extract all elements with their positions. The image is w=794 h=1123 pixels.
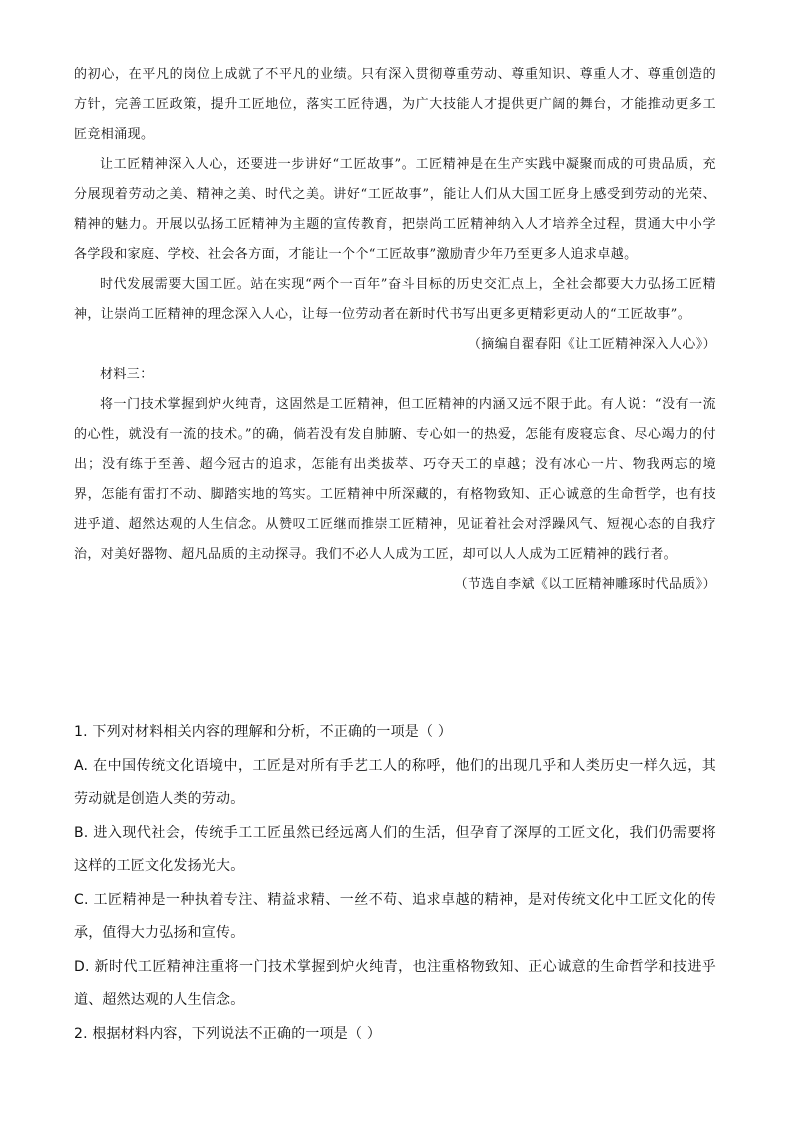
paragraph-craft-story: 让工匠精神深入人心，还要进一步讲好“工匠故事”。工匠精神是在生产实践中凝聚而成的可贵品质，充分展现着劳动之美、精神之美、时代之美。讲好“工匠故事”，能让人们从大国工匠身上感受到劳动的光荣、精神的魅力。开展以弘扬工匠精神为主题的宣传教育，把崇尚工匠精神纳入人才培养全过程，贯通大中小学各学段和家庭、学校、社会各方面，才能让一个个“工匠故事”激励青少年乃至更多人追求卓越。 bbox=[74, 157, 716, 262]
question-1-stem: 1. 下列对材料相关内容的理解和分析，不正确的一项是（ ） bbox=[74, 724, 453, 740]
material-two-continued bbox=[74, 60, 716, 600]
question-2-stem: 2. 根据材料内容，下列说法不正确的一项是（ ） bbox=[74, 1025, 382, 1042]
question-1-option-b: B. 进入现代社会，传统手工工匠虽然已经远离人们的生活，但孕育了深厚的工匠文化，我们仍需要将这样的工匠文化发扬光大。 bbox=[74, 824, 716, 874]
paragraph-era-needs: 时代发展需要大国工匠。站在实现“两个一百年”奋斗目标的历史交汇点上，全社会都要大力弘扬工匠精神，让崇尚工匠精神的理念深入人心，让每一位劳动者在新时代书写出更多更精彩更动人的“工匠故事”。 bbox=[74, 277, 716, 322]
material-three-label: 材料三： bbox=[100, 367, 154, 382]
source-citation-li: （节选自李斌《以工匠精神雕琢时代品质》） bbox=[454, 577, 716, 592]
question-section bbox=[74, 716, 716, 1051]
paragraph-material-three: 将一门技术掌握到炉火纯青，这固然是工匠精神，但工匠精神的内涵又远不限于此。有人说：“没有一流的心性，就没有一流的技术。”的确，倘若没有发自肺腑、专心如一的热爱，怎能有废寝忘食、尽心竭力的付出；没有练于至善、超今冠古的追求，怎能有出类拔萃、巧夺天工的卓越；没有冰心一片、物我两忘的境界，怎能有雷打不动、脚踏实地的笃实。工匠精神中所深藏的，有格物致知、正心诚意的生命哲学，也有技进乎道、超然达观的人生信念。从赞叹工匠继而推崇工匠精神，见证着社会对浮躁风气、短视心态的自我疗治，对美好器物、超凡品质的主动探寻。我们不必人人成为工匠，却可以人人成为工匠精神的践行者。 bbox=[74, 397, 716, 562]
question-1-option-a: A. 在中国传统文化语境中，工匠是对所有手艺工人的称呼，他们的出现几乎和人类历史一样久远，其劳动就是创造人类的劳动。 bbox=[74, 757, 716, 807]
question-1-option-d: D. 新时代工匠精神注重将一门技术掌握到炉火纯青，也注重格物致知、正心诚意的生命哲学和技进乎道、超然达观的人生信念。 bbox=[74, 958, 716, 1008]
question-1-option-c: C. 工匠精神是一种执着专注、精益求精、一丝不苟、追求卓越的精神，是对传统文化中工匠文化的传承，值得大力弘扬和宣传。 bbox=[74, 891, 716, 941]
paragraph-continued: 的初心，在平凡的岗位上成就了不平凡的业绩。只有深入贯彻尊重劳动、尊重知识、尊重人才、尊重创造的方针，完善工匠政策，提升工匠地位，落实工匠待遇，为广大技能人才提供更广阔的舞台，才能推动更多工匠竞相涌现。 bbox=[74, 67, 716, 142]
source-citation-zhai: （摘编自翟春阳《让工匠精神深入人心》） bbox=[467, 337, 716, 352]
